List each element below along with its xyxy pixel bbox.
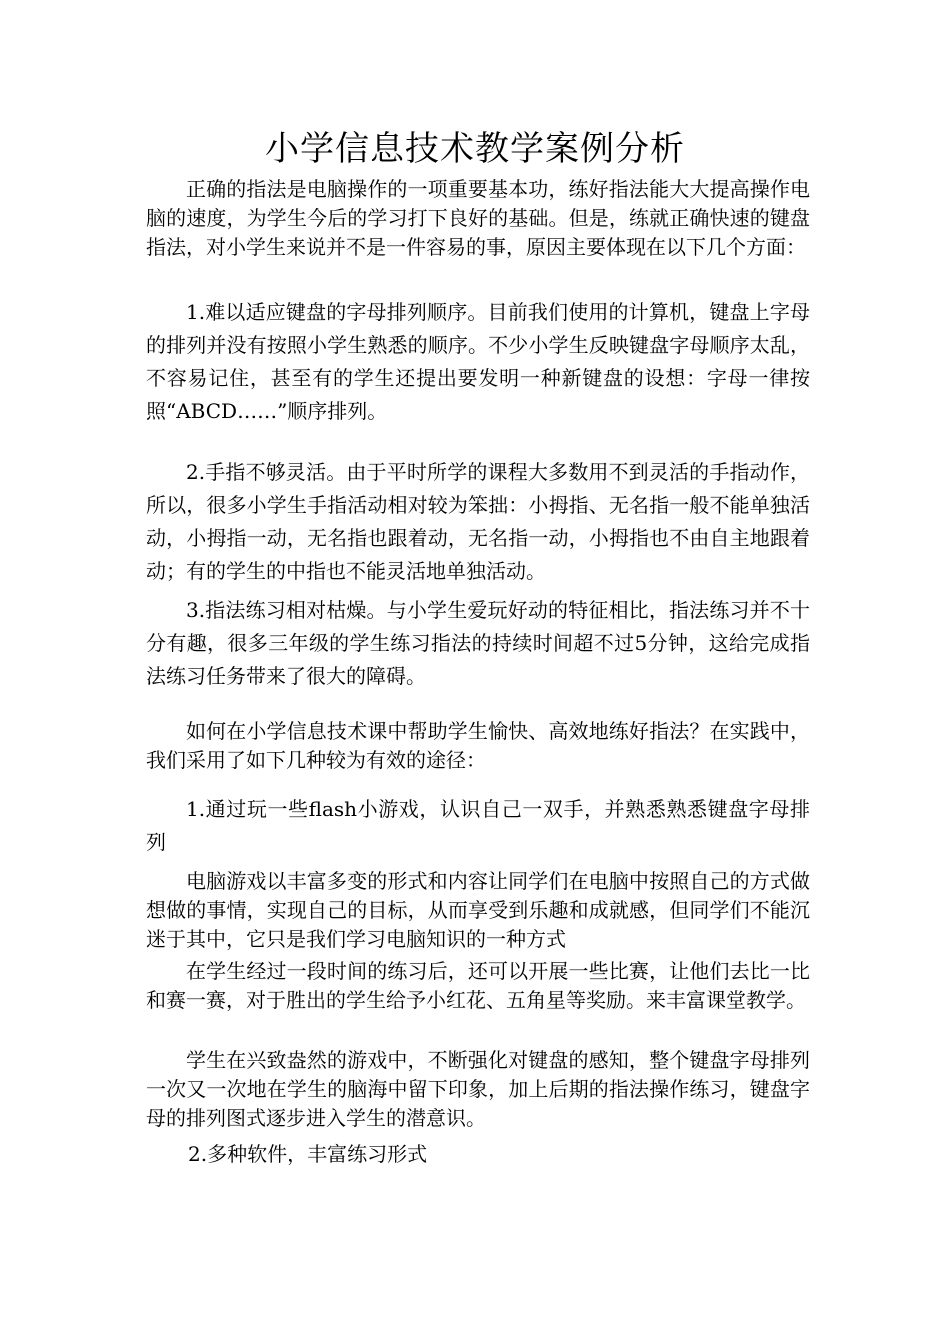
method-1-heading: 1.通过玩一些flash小游戏，认识自己一双手，并熟悉熟悉键盘字母排列 (146, 797, 810, 854)
method-1-paragraph-2: 在学生经过一段时间的练习后，还可以开展一些比赛，让他们去比一比和赛一赛，对于胜出的学生给予小红花、五角星等奖励。来丰富课堂教学。 (146, 959, 810, 1012)
document-title: 小学信息技术教学案例分析 (265, 129, 685, 169)
intro-paragraph: 正确的指法是电脑操作的一项重要基本功，练好指法能大大提高操作电脑的速度，为学生今后的学习打下良好的基础。但是，练就正确快速的键盘指法，对小学生来说并不是一件容易的事，原因主要体现在以下几个方面： (146, 177, 810, 259)
method-2-heading: 2.多种软件，丰富练习形式 (188, 1142, 428, 1166)
difficulty-2-paragraph: 2.手指不够灵活。由于平时所学的课程大多数用不到灵活的手指动作，所以，很多小学生手指活动相对较为笨拙：小拇指、无名指一般不能单独活动，小拇指一动，无名指也跟着动，无名指一动，小拇指也不由自主地跟着动；有的学生的中指也不能灵活地单独活动。 (146, 460, 810, 583)
method-1-paragraph-1: 电脑游戏以丰富多变的形式和内容让同学们在电脑中按照自己的方式做想做的事情，实现自己的目标，从而享受到乐趣和成就感，但同学们不能沉迷于其中，它只是我们学习电脑知识的一种方式 (146, 869, 810, 951)
question-paragraph: 如何在小学信息技术课中帮助学生愉快、高效地练好指法？在实践中，我们采用了如下几种较为有效的途径： (146, 719, 810, 772)
method-1-paragraph-3: 学生在兴致盎然的游戏中，不断强化对键盘的感知，整个键盘字母排列一次又一次地在学生的脑海中留下印象，加上后期的指法操作练习，键盘字母的排列图式逐步进入学生的潜意识。 (146, 1048, 810, 1130)
difficulty-1-paragraph: 1.难以适应键盘的字母排列顺序。目前我们使用的计算机，键盘上字母的排列并没有按照小学生熟悉的顺序。不少小学生反映键盘字母顺序太乱，不容易记住，甚至有的学生还提出要发明一种新键盘的设想：字母一律按照“ABCD……”顺序排列。 (146, 300, 810, 423)
difficulty-3-paragraph: 3.指法练习相对枯燥。与小学生爱玩好动的特征相比，指法练习并不十分有趣，很多三年级的学生练习指法的持续时间超不过5分钟，这给完成指法练习任务带来了很大的障碍。 (146, 598, 810, 688)
